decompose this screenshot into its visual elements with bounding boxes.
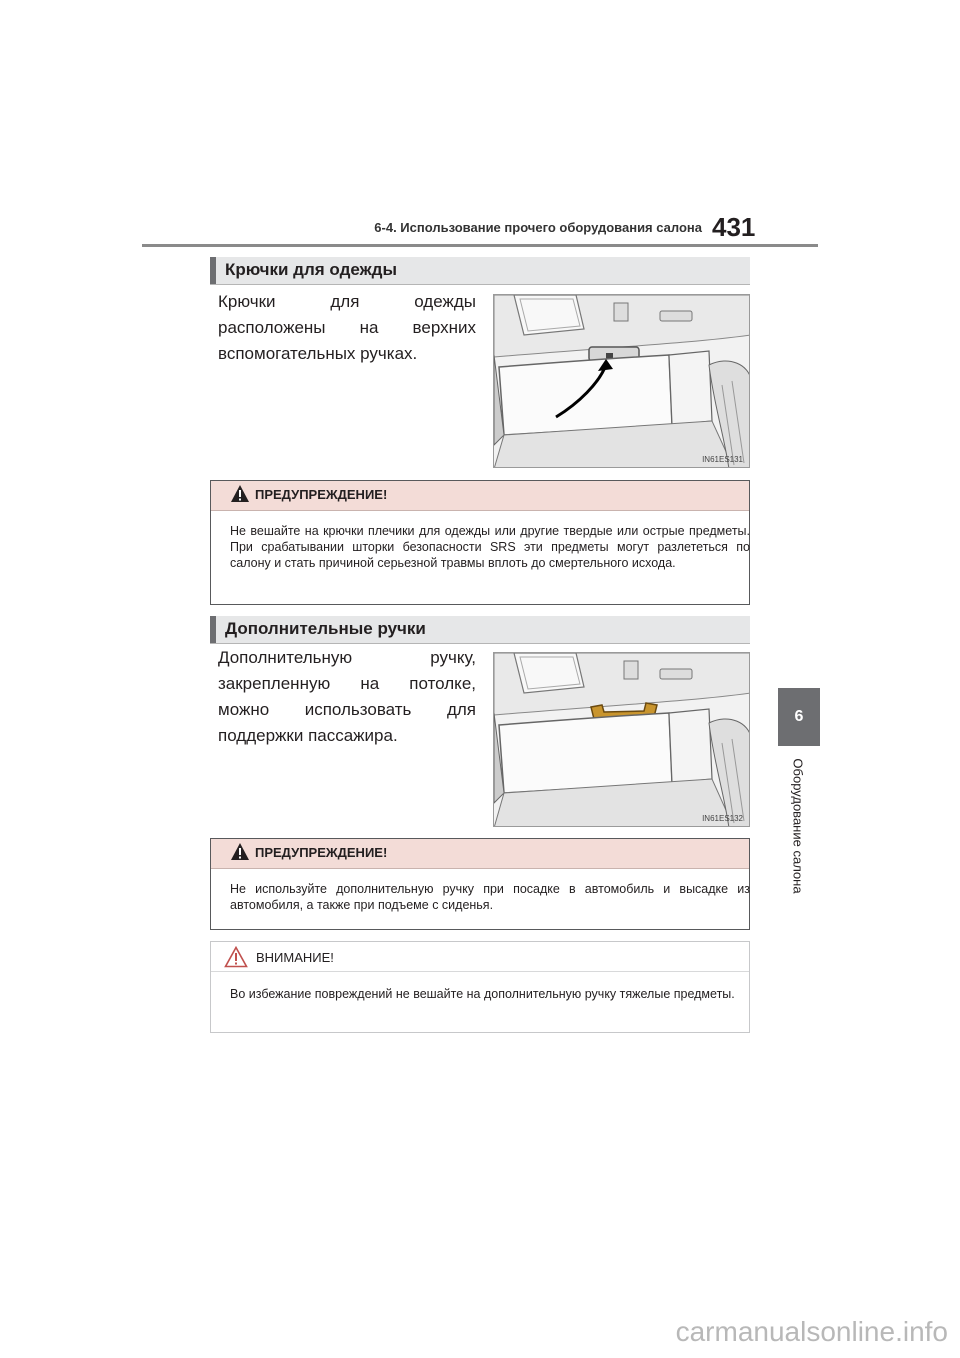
chapter-label: Оборудование салона [790,758,806,894]
watermark: carmanualsonline.info [675,1316,948,1347]
section-title: Дополнительные ручки [225,619,426,638]
section-text-assist-grips: Дополнительную ручку, закрепленную на потолке, можно использовать для поддержки пассажира. [218,648,476,745]
chapter-tab [778,688,820,746]
car-interior-illustration [494,295,750,468]
figure-assist-grip [493,652,750,827]
chapter-number: 6 [794,708,804,725]
section-text-coat-hooks: Крючки для одежды расположены на верхних вспомогательных ручках. [218,292,476,363]
section-heading-coat-hooks [210,257,750,284]
warning-header [211,481,749,511]
warning-title: ПРЕДУПРЕЖДЕНИЕ! [255,487,388,502]
section-divider [210,284,750,285]
warning-header [211,839,749,869]
notice-text: Во избежание повреждений не вешайте на дополнительную ручку тяжелые предметы. [230,987,735,1001]
figure-code: IN61ES132 [702,814,743,823]
warning-box-coat-hooks [210,480,750,605]
caution-triangle-icon [224,946,248,968]
notice-box [210,941,750,1033]
car-interior-illustration [494,653,750,827]
section-heading-assist-grips [210,616,750,643]
warning-text: Не используйте дополнительную ручку при посадке в автомобиль и высадке из автомобиля, а также при подъеме с сиденья. [230,882,750,912]
warning-title: ПРЕДУПРЕЖДЕНИЕ! [255,845,388,860]
figure-coat-hook [493,294,750,468]
figure-code: IN61ES131 [702,455,743,464]
header-rule [142,244,818,247]
warning-box-assist-grips [210,838,750,930]
notice-title: ВНИМАНИЕ! [256,950,334,965]
section-divider [210,643,750,644]
notice-header [211,942,749,972]
page-number: 431 [712,212,756,242]
warning-triangle-icon [230,842,250,862]
running-header: 6-4. Использование прочего оборудования салона [374,220,702,235]
chapter-label-container [782,750,814,902]
section-title: Крючки для одежды [225,260,397,279]
warning-triangle-icon [230,484,250,504]
warning-text: Не вешайте на крючки плечики для одежды или другие твердые или острые предметы. При срабатывании шторки безопасности SRS эти предметы могут разлететься по салону и стать причиной серьезной травмы вплоть до смертельного исхода. [230,524,750,570]
